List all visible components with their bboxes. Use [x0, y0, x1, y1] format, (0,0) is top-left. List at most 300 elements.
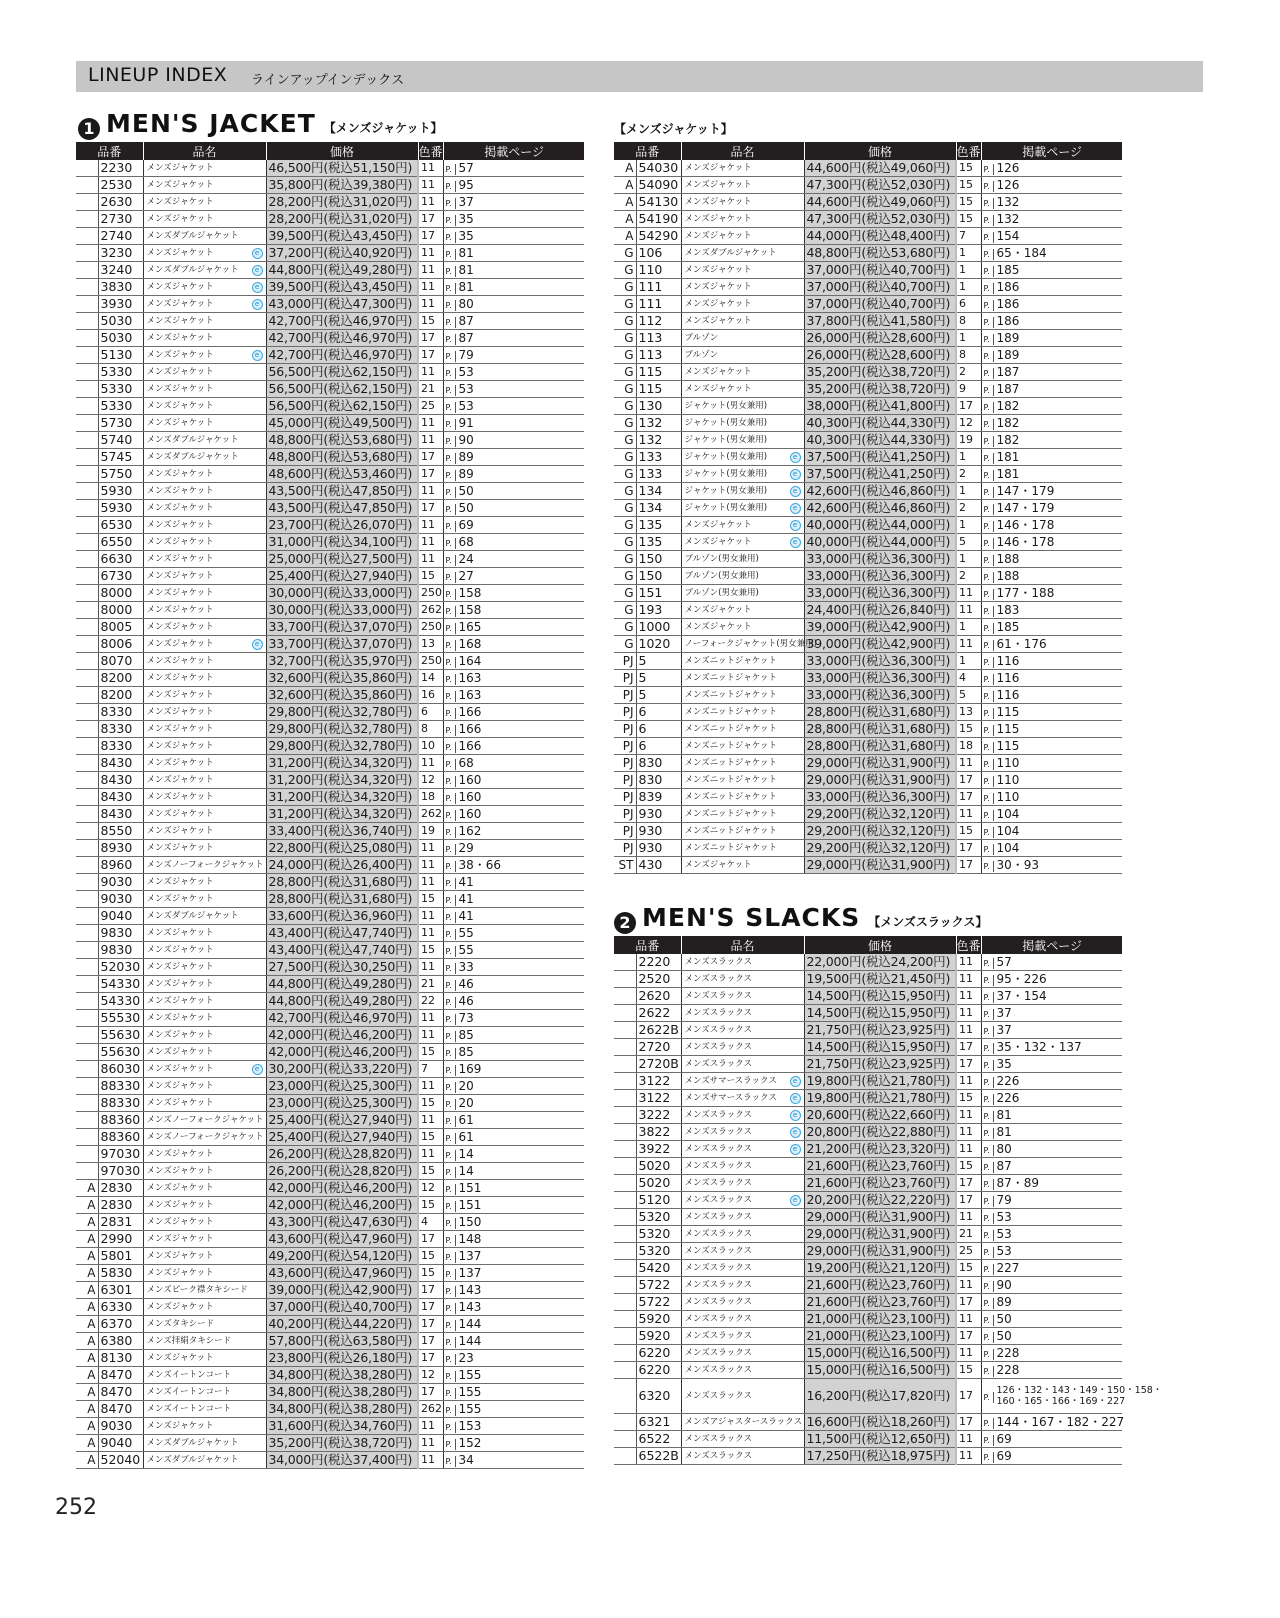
price: 21,000円(税込23,100円) — [804, 1328, 956, 1345]
code-prefix: PJ — [614, 772, 636, 789]
product-code: 97030 — [98, 1163, 143, 1180]
page-ref: 55 — [458, 926, 474, 940]
code-prefix: G — [614, 432, 636, 449]
page-prefix: P. — [984, 1392, 994, 1403]
product-name-cell — [143, 1180, 266, 1197]
page-ref-cell — [443, 670, 584, 687]
table-row — [614, 1414, 1122, 1431]
page-prefix: P. — [446, 198, 456, 209]
table-row — [614, 1073, 1122, 1090]
page-prefix: P. — [446, 1354, 456, 1365]
table-row — [614, 466, 1122, 483]
code-prefix — [76, 330, 98, 347]
price: 25,400円(税込27,940円) — [266, 1129, 418, 1146]
product-code: 6370 — [98, 1316, 143, 1333]
color-number: 17 — [956, 1294, 981, 1311]
color-number: 11 — [418, 1010, 443, 1027]
product-code: 6301 — [98, 1282, 143, 1299]
product-name-cell — [681, 1414, 804, 1431]
page-ref-cell — [443, 1027, 584, 1044]
page-ref-cell — [443, 721, 584, 738]
code-prefix — [76, 1146, 98, 1163]
code-prefix: PJ — [614, 789, 636, 806]
col-header-color: 色番 — [956, 936, 981, 954]
page-ref: 115 — [996, 705, 1020, 719]
color-number: 11 — [418, 1435, 443, 1452]
page-prefix: P. — [446, 555, 456, 566]
price: 43,400円(税込47,740円) — [266, 942, 418, 959]
page-ref-cell — [981, 823, 1122, 840]
page-ref-cell — [981, 755, 1122, 772]
page-prefix: P. — [446, 351, 456, 362]
product-code: 8330 — [98, 721, 143, 738]
continued-subtitle: 【メンズジャケット】 — [614, 122, 733, 136]
page-ref: 227 — [996, 1261, 1020, 1275]
product-name: メンズジャケット — [146, 299, 214, 309]
product-name-cell — [143, 381, 266, 398]
page-ref: 37 — [996, 1006, 1012, 1020]
price: 39,000円(税込42,900円) — [804, 636, 956, 653]
product-code: 830 — [636, 755, 681, 772]
color-number: 11 — [956, 971, 981, 988]
table-row — [76, 891, 584, 908]
page-prefix: P. — [984, 215, 994, 226]
color-number: 11 — [418, 840, 443, 857]
product-code: 2990 — [98, 1231, 143, 1248]
code-prefix — [614, 1056, 636, 1073]
color-number: 11 — [956, 1209, 981, 1226]
color-number: 4 — [418, 1214, 443, 1231]
jacket-table-left — [76, 142, 584, 1469]
product-name: メンズジャケット — [146, 605, 214, 615]
page-prefix: P. — [984, 742, 994, 753]
product-code: 2720 — [636, 1039, 681, 1056]
product-name-cell — [143, 1248, 266, 1265]
price: 26,200円(税込28,820円) — [266, 1163, 418, 1180]
price: 29,800円(税込32,780円) — [266, 704, 418, 721]
color-number: 1 — [956, 653, 981, 670]
page-ref: 33 — [458, 960, 474, 974]
page-prefix: P. — [446, 572, 456, 583]
color-number: 12 — [418, 1180, 443, 1197]
code-prefix — [614, 1277, 636, 1294]
color-number: 11 — [418, 262, 443, 279]
color-number: 11 — [418, 415, 443, 432]
table-row — [76, 1095, 584, 1112]
price: 28,200円(税込31,020円) — [266, 211, 418, 228]
section-title-slacks — [614, 903, 988, 932]
page-prefix: P. — [446, 1337, 456, 1348]
product-code: 6220 — [636, 1345, 681, 1362]
page-prefix: P. — [446, 181, 456, 192]
page-ref-cell — [981, 1328, 1122, 1345]
page-prefix: P. — [984, 181, 994, 192]
product-code: 5722 — [636, 1294, 681, 1311]
page-ref-cell — [443, 1180, 584, 1197]
product-name: メンズジャケット — [684, 163, 752, 173]
code-prefix: A — [614, 211, 636, 228]
price: 21,600円(税込23,760円) — [804, 1175, 956, 1192]
product-name: メンズアジャスタースラックス — [684, 1417, 803, 1427]
price: 48,600円(税込53,460円) — [266, 466, 418, 483]
product-name: ブルゾン — [684, 333, 719, 343]
table-row — [76, 636, 584, 653]
page-prefix: P. — [446, 742, 456, 753]
color-number: 17 — [418, 500, 443, 517]
product-code: 54030 — [636, 160, 681, 177]
code-prefix: PJ — [614, 806, 636, 823]
product-code: 8200 — [98, 687, 143, 704]
page-ref: 95・226 — [996, 972, 1047, 986]
product-code: 5930 — [98, 483, 143, 500]
product-code: 2622B — [636, 1022, 681, 1039]
product-name-cell — [681, 755, 804, 772]
product-name-cell — [143, 483, 266, 500]
product-name-cell — [681, 1448, 804, 1465]
product-name: メンズニットジャケット — [684, 673, 777, 683]
price: 45,000円(税込49,500円) — [266, 415, 418, 432]
code-prefix: G — [614, 636, 636, 653]
page-prefix: P. — [984, 1247, 994, 1258]
page-ref: 132 — [996, 195, 1020, 209]
product-code: 8000 — [98, 585, 143, 602]
table-row — [614, 296, 1122, 313]
product-name-cell — [143, 1384, 266, 1401]
product-name: メンズジャケット — [146, 1302, 214, 1312]
product-code: 3230 — [98, 245, 143, 262]
table-row — [76, 330, 584, 347]
price: 34,800円(税込38,280円) — [266, 1401, 418, 1418]
table-row — [76, 432, 584, 449]
code-prefix: G — [614, 466, 636, 483]
price: 47,300円(税込52,030円) — [804, 211, 956, 228]
table-row — [614, 738, 1122, 755]
product-name: メンズスラックス — [684, 974, 753, 984]
color-number: 15 — [418, 313, 443, 330]
page-prefix: P. — [984, 1298, 994, 1309]
product-name-cell — [681, 1294, 804, 1311]
color-number: 21 — [418, 976, 443, 993]
header-title-en: LINEUP INDEX — [88, 64, 228, 86]
price: 29,000円(税込31,900円) — [804, 755, 956, 772]
page-prefix: P. — [446, 1286, 456, 1297]
page-ref: 81 — [996, 1125, 1012, 1139]
product-name-cell — [681, 330, 804, 347]
page-prefix: P. — [446, 1014, 456, 1025]
product-name: メンズニットジャケット — [684, 843, 777, 853]
table-row — [76, 211, 584, 228]
color-number: 17 — [956, 1056, 981, 1073]
code-prefix — [76, 993, 98, 1010]
price: 40,300円(税込44,330円) — [804, 432, 956, 449]
product-code: 2720B — [636, 1056, 681, 1073]
code-prefix: G — [614, 568, 636, 585]
page-ref-cell — [443, 1316, 584, 1333]
product-name: メンズスラックス — [684, 1246, 753, 1256]
product-name-cell — [681, 1345, 804, 1362]
color-number: 17 — [956, 840, 981, 857]
table-row — [76, 1282, 584, 1299]
code-prefix: A — [76, 1384, 98, 1401]
page-ref: 147・179 — [996, 501, 1055, 515]
page-ref: 53 — [458, 382, 474, 396]
color-number: 17 — [956, 1414, 981, 1431]
page-ref-cell — [981, 1005, 1122, 1022]
product-name-cell — [143, 1231, 266, 1248]
code-prefix — [76, 551, 98, 568]
page-ref-cell — [443, 330, 584, 347]
color-number: 17 — [418, 1350, 443, 1367]
page-prefix: P. — [446, 470, 456, 481]
color-number: 16 — [418, 687, 443, 704]
table-row — [76, 1112, 584, 1129]
page-ref-cell — [443, 755, 584, 772]
code-prefix — [76, 449, 98, 466]
product-code: 135 — [636, 534, 681, 551]
price: 29,200円(税込32,120円) — [804, 840, 956, 857]
code-prefix — [614, 1124, 636, 1141]
product-name: メンズジャケット — [146, 554, 214, 564]
page-ref: 226 — [996, 1074, 1020, 1088]
code-prefix — [76, 619, 98, 636]
code-prefix: G — [614, 619, 636, 636]
page-prefix: P. — [984, 992, 994, 1003]
price: 25,400円(税込27,940円) — [266, 1112, 418, 1129]
page-prefix: P. — [446, 1133, 456, 1144]
page-prefix: P. — [984, 975, 994, 986]
page-ref-cell — [981, 347, 1122, 364]
color-number: 11 — [418, 177, 443, 194]
col-header-page: 掲載ページ — [443, 142, 584, 160]
eco-icon: e — [790, 469, 801, 480]
product-code: 86030 — [98, 1061, 143, 1078]
page-ref-cell — [981, 398, 1122, 415]
product-name-cell — [143, 619, 266, 636]
product-code: 2730 — [98, 211, 143, 228]
product-name: メンズニットジャケット — [684, 741, 777, 751]
product-name: メンズダブルジャケット — [146, 1438, 239, 1448]
section-title-ja: 【メンズジャケット】 — [323, 121, 443, 135]
eco-icon: e — [252, 282, 263, 293]
page-ref-cell — [443, 636, 584, 653]
price: 42,000円(税込46,200円) — [266, 1027, 418, 1044]
page-ref-cell — [443, 1197, 584, 1214]
product-code: 5920 — [636, 1328, 681, 1345]
color-number: 9 — [956, 381, 981, 398]
product-name-cell — [681, 1328, 804, 1345]
product-name-cell — [143, 874, 266, 891]
page-prefix: P. — [984, 1179, 994, 1190]
table-row — [614, 347, 1122, 364]
page-ref: 186 — [996, 297, 1020, 311]
price: 32,700円(税込35,970円) — [266, 653, 418, 670]
page-ref-cell — [981, 415, 1122, 432]
code-prefix: A — [76, 1282, 98, 1299]
page-ref-cell — [981, 1107, 1122, 1124]
code-prefix: A — [614, 177, 636, 194]
product-name: メンズジャケット — [684, 860, 752, 870]
page-ref: 116 — [996, 671, 1020, 685]
color-number: 2 — [956, 364, 981, 381]
code-prefix — [614, 1226, 636, 1243]
product-code: 5320 — [636, 1226, 681, 1243]
page-ref-cell — [443, 517, 584, 534]
jacket-table-right — [614, 142, 1122, 874]
page-ref-cell — [443, 194, 584, 211]
page-prefix: P. — [446, 215, 456, 226]
table-row — [614, 1124, 1122, 1141]
price: 35,200円(税込38,720円) — [266, 1435, 418, 1452]
table-row — [76, 1197, 584, 1214]
color-number: 11 — [956, 1005, 981, 1022]
page-prefix: P. — [446, 1116, 456, 1127]
product-name: メンズジャケット — [146, 384, 214, 394]
page-ref: 126 — [996, 161, 1020, 175]
price: 42,700円(税込46,970円) — [266, 1010, 418, 1027]
product-name: メンズジャケット — [146, 486, 214, 496]
color-number: 11 — [418, 1078, 443, 1095]
color-number: 17 — [418, 347, 443, 364]
product-code: 3222 — [636, 1107, 681, 1124]
code-prefix — [76, 976, 98, 993]
product-code: 9830 — [98, 942, 143, 959]
product-name-cell — [681, 636, 817, 653]
page-prefix: P. — [446, 283, 456, 294]
product-name-cell — [143, 534, 266, 551]
color-number: 11 — [418, 364, 443, 381]
code-prefix — [76, 1078, 98, 1095]
page-prefix: P. — [446, 317, 456, 328]
price: 43,600円(税込47,960円) — [266, 1231, 418, 1248]
page-prefix: P. — [984, 368, 994, 379]
product-name: ジャケット(男女兼用) — [684, 435, 768, 445]
table-row — [614, 279, 1122, 296]
page-prefix: P. — [446, 249, 456, 260]
price: 16,600円(税込18,260円) — [804, 1414, 956, 1431]
price: 35,800円(税込39,380円) — [266, 177, 418, 194]
color-number: 22 — [418, 993, 443, 1010]
color-number: 15 — [418, 1129, 443, 1146]
page-ref: 29 — [458, 841, 474, 855]
code-prefix — [76, 670, 98, 687]
table-row — [76, 1452, 584, 1469]
product-name: メンズスラックス — [684, 1178, 753, 1188]
product-name-cell — [681, 1243, 804, 1260]
product-name: メンズスラックス — [684, 957, 753, 967]
table-row — [76, 1265, 584, 1282]
code-prefix: G — [614, 534, 636, 551]
product-code: 5030 — [98, 330, 143, 347]
page-ref-cell — [443, 279, 584, 296]
color-number: 11 — [418, 1452, 443, 1469]
table-row — [614, 551, 1122, 568]
product-name: メンズジャケット — [146, 843, 214, 853]
table-row — [614, 1243, 1122, 1260]
code-prefix — [614, 1158, 636, 1175]
code-prefix — [614, 1448, 636, 1465]
product-name: メンズダブルジャケット — [146, 231, 239, 241]
color-number: 2 — [956, 466, 981, 483]
page-ref-cell — [443, 398, 584, 415]
code-prefix: G — [614, 398, 636, 415]
product-name-cell — [681, 653, 804, 670]
product-name: メンズスラックス — [684, 1025, 753, 1035]
table-row — [76, 449, 584, 466]
product-name: メンズスラックス — [684, 1127, 753, 1137]
product-code: 3830 — [98, 279, 143, 296]
product-code: 5020 — [636, 1158, 681, 1175]
product-name-cell — [143, 364, 266, 381]
product-code: 1020 — [636, 636, 681, 653]
page-ref: 61・176 — [996, 637, 1047, 651]
price: 35,200円(税込38,720円) — [804, 364, 956, 381]
product-name: メンズジャケット — [684, 537, 752, 547]
page-prefix: P. — [446, 266, 456, 277]
page-ref: 37・154 — [996, 989, 1047, 1003]
page-ref: 137 — [458, 1266, 482, 1280]
page-prefix: P. — [984, 487, 994, 498]
color-number: 11 — [956, 1277, 981, 1294]
code-prefix: PJ — [614, 704, 636, 721]
product-name-cell — [681, 1022, 804, 1039]
table-row — [614, 364, 1122, 381]
code-prefix: A — [76, 1248, 98, 1265]
product-name: メンズジャケット — [146, 945, 214, 955]
price: 15,000円(税込16,500円) — [804, 1362, 956, 1379]
product-name-cell — [681, 228, 804, 245]
page-ref: 155 — [458, 1385, 482, 1399]
page-prefix: P. — [984, 266, 994, 277]
product-name: メンズニットジャケット — [684, 809, 777, 819]
page-ref-cell — [443, 296, 584, 313]
page-ref: 104 — [996, 841, 1020, 855]
col-header-color: 色番 — [418, 142, 443, 160]
table-row — [76, 1010, 584, 1027]
product-code: 6 — [636, 704, 681, 721]
color-number: 17 — [956, 1175, 981, 1192]
page-prefix: P. — [446, 997, 456, 1008]
product-name: メンズニットジャケット — [684, 775, 777, 785]
price: 44,800円(税込49,280円) — [266, 976, 418, 993]
product-name: メンズ拝絹タキシード — [146, 1336, 232, 1346]
product-name: メンズダブルジャケット — [146, 435, 239, 445]
product-name: メンズスラックス — [684, 1297, 753, 1307]
price: 24,400円(税込26,840円) — [804, 602, 956, 619]
product-name-cell — [143, 959, 266, 976]
product-code: 8470 — [98, 1401, 143, 1418]
page-ref-cell — [981, 279, 1122, 296]
product-name: メンズジャケット — [146, 741, 214, 751]
product-name-cell — [143, 568, 266, 585]
table-row — [614, 568, 1122, 585]
price: 33,600円(税込36,960円) — [266, 908, 418, 925]
page-prefix: P. — [446, 1167, 456, 1178]
color-number: 11 — [418, 551, 443, 568]
price: 28,800円(税込31,680円) — [804, 738, 956, 755]
product-name-cell — [681, 1039, 804, 1056]
code-prefix — [76, 585, 98, 602]
page-prefix: P. — [446, 1320, 456, 1331]
page-ref: 115 — [996, 722, 1020, 736]
code-prefix — [76, 687, 98, 704]
page-ref: 85 — [458, 1028, 474, 1042]
color-number: 11 — [418, 534, 443, 551]
page-ref: 81 — [458, 246, 474, 260]
product-name: ジャケット(男女兼用) — [684, 486, 768, 496]
page-ref-cell — [443, 976, 584, 993]
price: 31,000円(税込34,100円) — [266, 534, 418, 551]
page-prefix: P. — [984, 1111, 994, 1122]
